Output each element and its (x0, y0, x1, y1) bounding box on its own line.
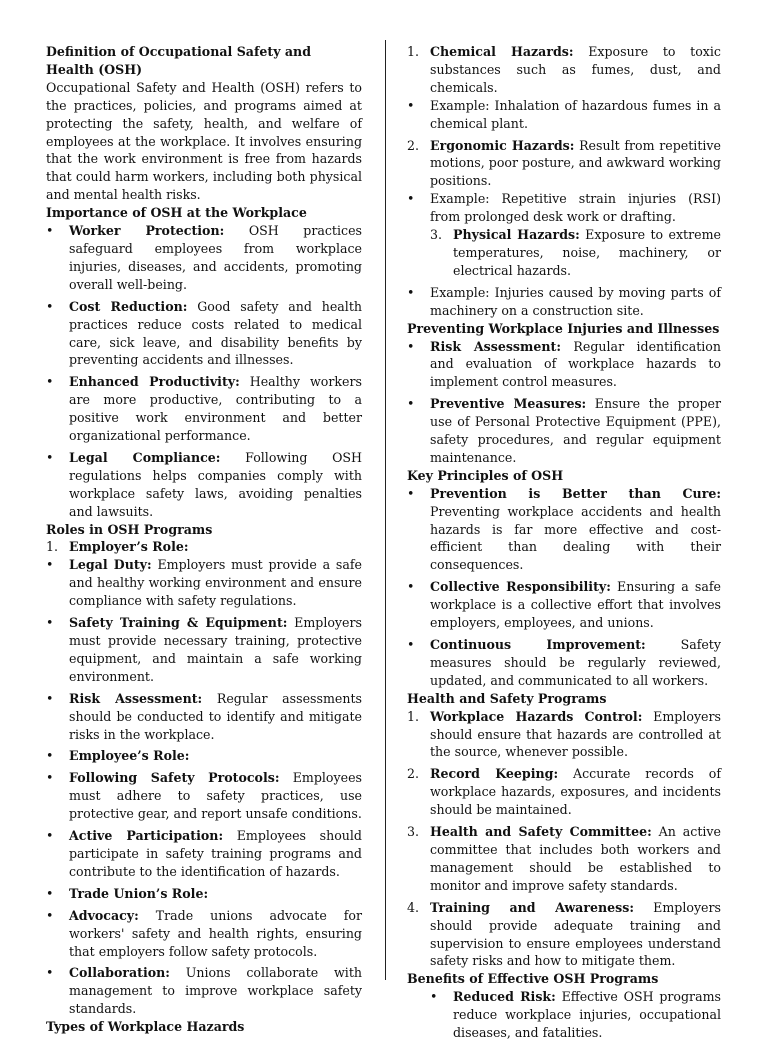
bullet-marker: • (430, 989, 438, 1005)
bullet-marker: • (407, 191, 415, 207)
principle-item: • Continuous Improvement: Safety measures should be regularly reviewed, updated, and communicated to all workers. (407, 637, 721, 688)
document-title: Definition of Occupational Safety and Health (OSH) (46, 44, 312, 77)
bullet-marker: • (407, 97, 415, 113)
bullet-marker: • (407, 485, 415, 501)
program-item: 2. Record Keeping: Accurate records of workplace hazards, exposures, and incidents should be maintained. (407, 766, 721, 818)
bullet-marker: • (407, 637, 415, 652)
importance-item: • Legal Compliance: Following OSH regulations helps companies comply with workplace safety laws, avoiding penalties and lawsuits. (46, 449, 362, 519)
hazard-example: • Example: Repetitive strain injuries (RSI) from prolonged desk work or drafting. (407, 191, 721, 225)
bullet-marker: • (46, 965, 54, 981)
employee-item: • Following Safety Protocols: Employees must adhere to safety practices, use protective gear, and report unsafe conditions. (46, 770, 362, 822)
bullet-marker: • (46, 748, 54, 764)
bullet-marker: • (46, 770, 54, 786)
left-column (46, 43, 362, 1036)
programs-heading: Health and Safety Programs (407, 690, 607, 706)
program-item: 4. Training and Awareness: Employers should provide adequate training and supervision to ensure employees understand safety risks and how to mitigate them. (407, 899, 721, 969)
preventing-item: • Risk Assessment: Regular identification and evaluation of workplace hazards to implement control measures. (407, 338, 721, 390)
bullet-marker: • (46, 223, 54, 239)
bullet-marker: • (46, 557, 54, 573)
program-item: 1. Workplace Hazards Control: Employers should ensure that hazards are controlled at the source, whenever possible. (407, 708, 721, 760)
principles-heading: Key Principles of OSH (407, 467, 564, 483)
roles-heading: Roles in OSH Programs (46, 521, 213, 537)
hazard-example: • Example: Inhalation of hazardous fumes in a chemical plant. (407, 97, 721, 131)
hazard-item: 1. Chemical Hazards: Exposure to toxic substances such as fumes, dust, and chemicals. (407, 44, 721, 95)
principle-item: • Collective Responsibility: Ensuring a safe workplace is a collective effort that involves employers, employees, and unions. (407, 579, 721, 631)
union-item: • Advocacy: Trade unions advocate for workers' safety and health rights, ensuring that employers follow safety protocols. (46, 907, 362, 959)
program-item: 3. Health and Safety Committee: An active committee that includes both workers and management should be established to monitor and improve safety standards. (407, 824, 721, 893)
bullet-marker: • (407, 338, 415, 354)
importance-item: • Worker Protection: OSH practices safeguard employees from workplace injuries, diseases, and accidents, promoting overall well-being. (46, 223, 362, 292)
hazards-heading: Types of Workplace Hazards (46, 1019, 245, 1035)
bullet-marker: • (46, 885, 54, 901)
benefit-item: • Reduced Risk: Effective OSH programs reduce workplace injuries, occupational diseases, and fatalities. (430, 989, 721, 1041)
employee-role-heading: • Employee’s Role: (46, 748, 190, 764)
bullet-marker: • (46, 828, 54, 844)
employer-role-heading: 1. Employer’s Role: (46, 539, 189, 555)
bullet-marker: • (46, 374, 54, 390)
union-role-heading: • Trade Union’s Role: (46, 885, 209, 901)
employer-item: • Legal Duty: Employers must provide a safe and healthy working environment and ensure compliance with safety regulations. (46, 557, 362, 609)
principle-item: • Prevention is Better than Cure: Preventing workplace accidents and health hazards is far more effective and cost-efficient than dealing with their consequences. (407, 485, 721, 573)
hazard-item: 3. Physical Hazards: Exposure to extreme temperatures, noise, machinery, or electrical hazards. (430, 227, 721, 278)
intro-paragraph: Occupational Safety and Health (OSH) refers to the practices, policies, and programs aimed at protecting the safety, health, and welfare of employees at the workplace. It involves ensuring that the work environment is free from hazards that could harm workers, including both physical and mental health risks. (46, 79, 362, 203)
preventing-heading: Preventing Workplace Injuries and Illnesses (407, 320, 720, 336)
hazard-example: • Example: Injuries caused by moving parts of machinery on a construction site. (407, 284, 721, 318)
bullet-marker: • (46, 449, 54, 465)
bullet-marker: • (46, 907, 54, 923)
employee-item: • Active Participation: Employees should participate in safety training programs and contribute to the identification of hazards. (46, 828, 362, 879)
bullet-marker: • (407, 396, 415, 412)
importance-item: • Enhanced Productivity: Healthy workers are more productive, contributing to a positive work environment and better organizational performance. (46, 374, 362, 444)
bullet-marker: • (46, 615, 54, 631)
right-column (407, 43, 721, 1042)
bullet-marker: • (407, 579, 415, 595)
hazard-item: 2. Ergonomic Hazards: Result from repetitive motions, poor posture, and awkward working positions. (407, 137, 721, 189)
bullet-marker: • (46, 690, 54, 706)
bullet-marker: • (407, 284, 415, 300)
employer-item: • Risk Assessment: Regular assessments should be conducted to identify and mitigate risks in the workplace. (46, 690, 362, 742)
bullet-marker: • (46, 298, 54, 314)
benefits-heading: Benefits of Effective OSH Programs (407, 971, 659, 987)
importance-heading: Importance of OSH at the Workplace (46, 205, 307, 221)
union-item: • Collaboration: Unions collaborate with management to improve workplace safety standards. (46, 965, 362, 1017)
importance-item: • Cost Reduction: Good safety and health practices reduce costs related to medical care, sick leave, and disability benefits by preventing accidents and illnesses. (46, 298, 362, 368)
column-divider (385, 40, 386, 980)
employer-item: • Safety Training & Equipment: Employers must provide necessary training, protective equipment, and maintain a safe working environment. (46, 615, 362, 684)
preventing-item: • Preventive Measures: Ensure the proper use of Personal Protective Equipment (PPE), safety procedures, and regular equipment maintenance. (407, 396, 721, 465)
